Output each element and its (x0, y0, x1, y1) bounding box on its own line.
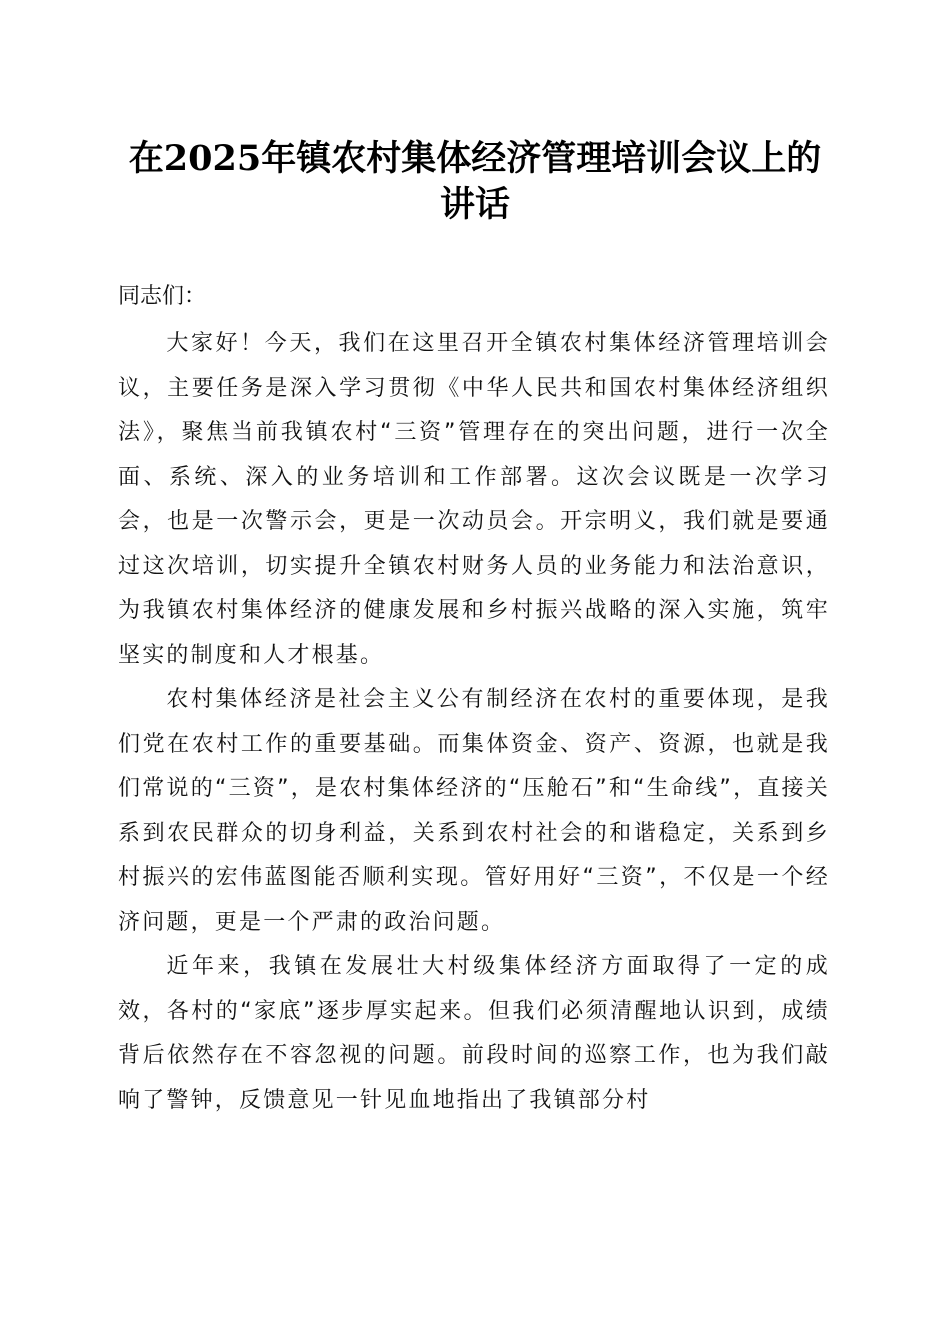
document-title-line-2: 讲话 (439, 184, 510, 225)
paragraph-3: 近年来，我镇在发展壮大村级集体经济方面取得了一定的成效，各村的“家底”逐步厚实起来。但我们必须清醒地认识到，成绩背后依然存在不容忽视的问题。前段时间的巡察工作，也为我们敲响了警钟，反馈意见一针见血地指出了我镇部分村 (118, 954, 830, 1113)
document-title (110, 136, 840, 228)
document-title-line-1: 在2025年镇农村集体经济管理培训会议上的 (128, 138, 822, 179)
paragraph-1: 大家好！今天，我们在这里召开全镇农村集体经济管理培训会议，主要任务是深入学习贯彻《中华人民共和国农村集体经济组织法》，聚焦当前我镇农村“三资”管理存在的突出问题，进行一次全面、系统、深入的业务培训和工作部署。这次会议既是一次学习会，也是一次警示会，更是一次动员会。开宗明义，我们就是要通过这次培训，切实提升全镇农村财务人员的业务能力和法治意识，为我镇农村集体经济的健康发展和乡村振兴战略的深入实施，筑牢坚实的制度和人才根基。 (118, 331, 830, 668)
paragraph-2: 农村集体经济是社会主义公有制经济在农村的重要体现，是我们党在农村工作的重要基础。而集体资金、资产、资源，也就是我们常说的“三资”，是农村集体经济的“压舱石”和“生命线”，直接关系到农民群众的切身利益，关系到农村社会的和谐稳定，关系到乡村振兴的宏伟蓝图能否顺利实现。管好用好“三资”，不仅是一个经济问题，更是一个严肃的政治问题。 (118, 687, 830, 935)
salutation: 同志们： (118, 284, 207, 309)
document-body (118, 322, 830, 1123)
